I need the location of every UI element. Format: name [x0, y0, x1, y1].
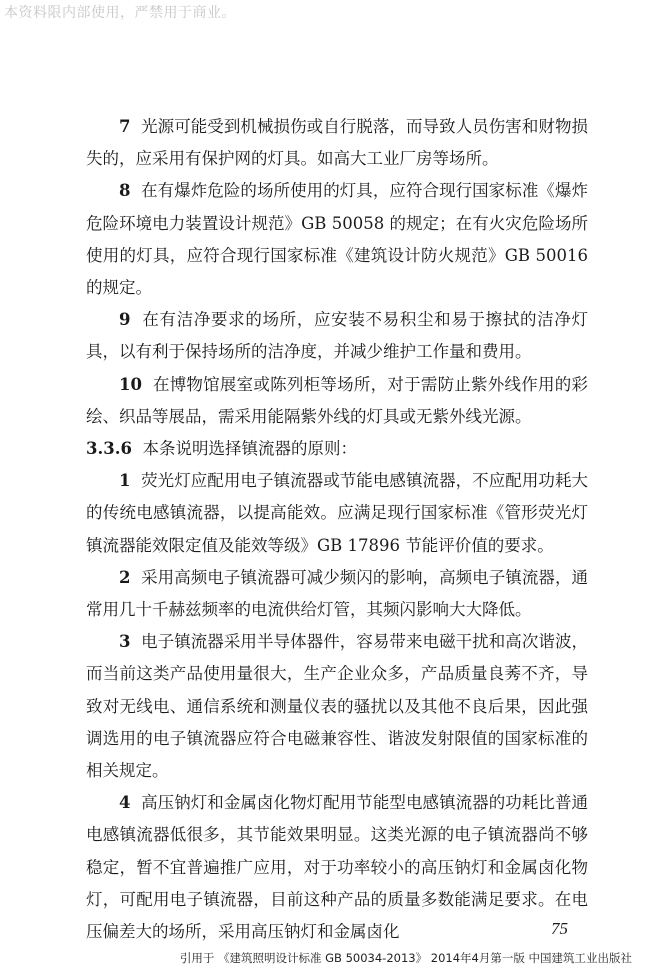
item-3	[86, 626, 588, 787]
clause-text: 光源可能受到机械损伤或自行脱落，而导致人员伤害和财物损失的，应采用有保护网的灯具。如高大工业厂房等场所。	[86, 117, 589, 169]
item-text: 电子镇流器采用半导体器件，容易带来电磁干扰和高次谐波，而当前这类产品使用量很大，生产企业众多，产品质量良莠不齐，导致对无线电、通信系统和测量仪表的骚扰以及其他不良后果，因此强调选用的电子镇流器应符合电磁兼容性、谐波发射限值的国家标准的相关规定。	[86, 632, 589, 781]
watermark: 本资料限内部使用，严禁用于商业。	[4, 5, 236, 21]
section-3-3-6	[86, 433, 588, 465]
item-number: 2	[119, 567, 131, 587]
clause-7	[86, 111, 588, 175]
citation-footer: 引用于 《建筑照明设计标准 GB 50034-2013》 2014年4月第一版 中国建筑工业出版社	[179, 951, 632, 965]
clause-number: 10	[119, 374, 142, 394]
item-number: 4	[119, 793, 131, 813]
clause-text: 在有爆炸危险的场所使用的灯具，应符合现行国家标准《爆炸危险环境电力装置设计规范》GB 50058 的规定；在有火灾危险场所使用的灯具，应符合现行国家标准《建筑设计防火规范》GB 50016 的规定。	[86, 181, 589, 298]
clause-text: 在博物馆展室或陈列柜等场所，对于需防止紫外线作用的彩绘、织品等展品，需采用能隔紫外线的灯具或无紫外线光源。	[86, 374, 589, 426]
item-text: 采用高频电子镇流器可减少频闪的影响，高频电子镇流器，通常用几十千赫兹频率的电流供给灯管，其频闪影响大大降低。	[86, 567, 589, 620]
section-text: 本条说明选择镇流器的原则：	[142, 439, 357, 459]
document-body	[86, 111, 588, 948]
section-number: 3.3.6	[86, 439, 132, 459]
clause-text: 在有洁净要求的场所，应安装不易积尘和易于擦拭的洁净灯具，以有利于保持场所的洁净度，并减少维护工作量和费用。	[86, 310, 588, 362]
clause-number: 7	[119, 117, 131, 136]
clause-8	[86, 175, 588, 304]
item-1	[86, 465, 588, 562]
item-text: 高压钠灯和金属卤化物灯配用节能型电感镇流器的功耗比普通电感镇流器低很多，其节能效果明显。这类光源的电子镇流器尚不够稳定，暂不宜普遍推广应用，对于功率较小的高压钠灯和金属卤化物灯，可配用电子镇流器，目前这种产品的质量多数能满足要求。在电压偏差大的场所，采用高压钠灯和金属卤化	[86, 793, 589, 942]
item-number: 1	[119, 471, 131, 491]
clause-number: 9	[119, 310, 131, 330]
item-number: 3	[119, 632, 131, 652]
page-number: 75	[551, 919, 568, 938]
clause-number: 8	[119, 181, 131, 201]
clause-9	[86, 304, 588, 368]
clause-10	[86, 369, 588, 433]
item-2	[86, 562, 588, 626]
item-4	[86, 787, 588, 948]
item-text: 荧光灯应配用电子镇流器或节能电感镇流器，不应配用功耗大的传统电感镇流器，以提高能效。应满足现行国家标准《管形荧光灯镇流器能效限定值及能效等级》GB 17896 节能评价值的要求。	[86, 471, 589, 555]
